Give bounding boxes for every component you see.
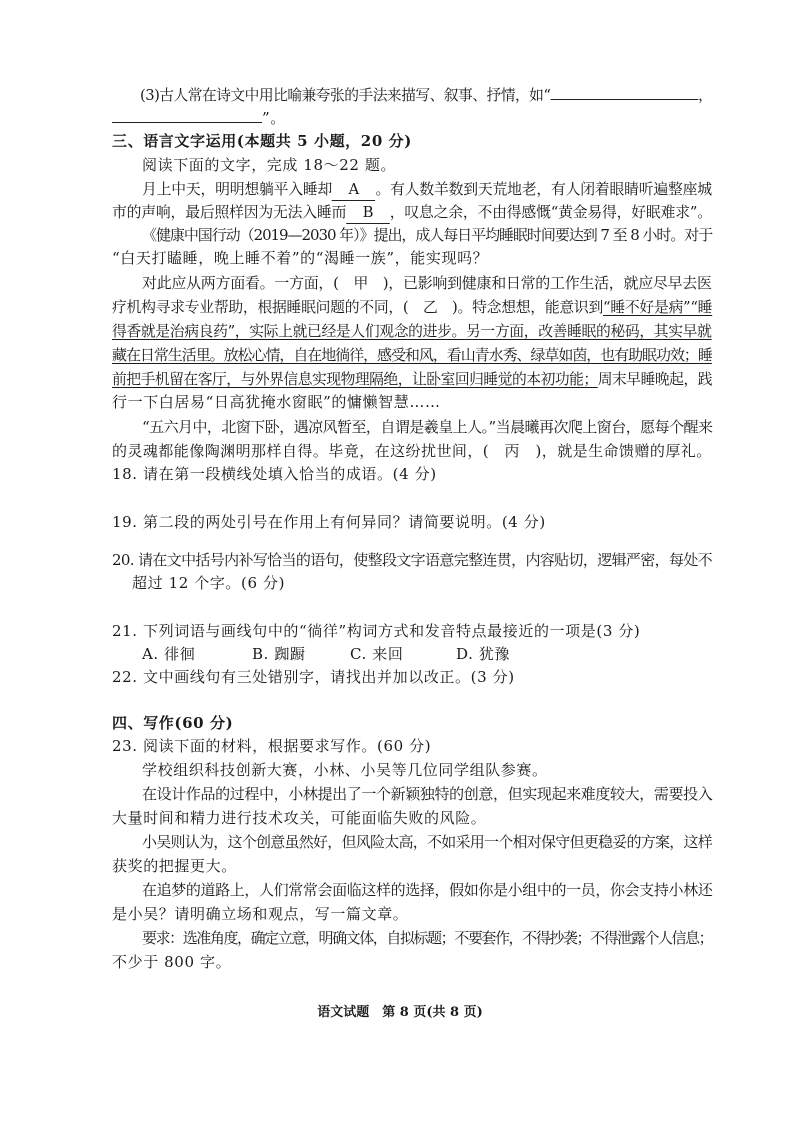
question-18: 18. 请在第一段横线处填入恰当的成语。(4 分)	[112, 465, 437, 483]
passage-p3-line6: 行一下白居易“日高犹掩水窗眠”的慵懒智慧……	[112, 393, 441, 411]
question-21-option-c: C. 来回	[350, 645, 404, 663]
blank-b: B	[346, 201, 389, 224]
passage-text: 市的声响，最后照样因为无法入睡而	[112, 203, 347, 221]
passage-text: 。有人数羊数到天荒地老，有人闭着眼睛听遍整座城	[375, 180, 712, 198]
material-line3: 大量时间和精力进行技术攻关，可能面临失败的风险。	[112, 809, 487, 827]
passage-text: ，叹息之余，不由得感慨“黄金易得，好眠难求”。	[389, 203, 712, 221]
underlined-sentence: 前把手机留在客厅，与外界信息实现物理隔绝，让卧室回归睡觉的本初功能；	[112, 370, 598, 388]
question-21-option-d: D. 犹豫	[456, 645, 511, 663]
passage-p1-line1	[142, 178, 712, 201]
question-21-option-a: A. 徘徊	[142, 645, 196, 663]
page-footer: 语文试题 第 8 页(共 8 页)	[317, 1005, 483, 1020]
question-19: 19. 第二段的两处引号在作用上有何异同？请简要说明。(4 分)	[112, 513, 546, 531]
item-3-line2	[112, 107, 286, 129]
question-21-option-b: B. 踟蹰	[252, 645, 306, 663]
material-line6: 在追梦的道路上，人们常常会面临这样的选择，假如你是小组中的一员，你会支持小林还	[142, 881, 713, 899]
item-3-text: (3)古人常在诗文中用比喻兼夸张的手法来描写、叙事、抒情，如“	[140, 86, 551, 104]
blank-a: A	[332, 178, 375, 201]
passage-p2-line2: “白天打瞌睡，晚上睡不着”的“渴睡一族”，能实现吗？	[112, 249, 489, 267]
answer-blank	[550, 84, 698, 100]
passage-p1-line2	[112, 201, 712, 224]
question-20-line2: 超过 12 个字。(6 分)	[132, 574, 286, 592]
underlined-sentence: “睡不好是病”“睡	[603, 298, 713, 316]
underlined-sentence: 得香就是治病良药”，实际上就已经是人们观念的进步。	[112, 322, 466, 340]
section-4-title: 四、写作(60 分)	[112, 714, 234, 732]
passage-p3-line4: 藏在日常生活里。放松心情，自在地徜徉，感受和风，看山青水秀、绿草如茵，也有助眠功效；睡	[112, 346, 712, 364]
material-line1: 学校组织科技创新大赛，小林、小吴等几位同学组队参赛。	[142, 761, 548, 779]
section-3-intro: 阅读下面的文字，完成 18～22 题。	[142, 156, 397, 174]
item-3-line1	[140, 84, 712, 106]
question-20-line1: 20. 请在文中括号内补写恰当的语句，使整段文字语意完整连贯，内容贴切，逻辑严密，每处不	[112, 551, 713, 569]
item-3-close-quote: ”。	[262, 109, 286, 127]
passage-text: 疗机构寻求专业帮助，根据睡眠问题的不同，( 乙 )。特念想想，能意识到	[112, 298, 604, 316]
requirements-line1: 要求：选准角度，确定立意，明确文体，自拟标题；不要套作，不得抄袭；不得泄露个人信息；	[142, 929, 713, 947]
passage-p2-line1: 《健康中国行动（2019—2030 年）》提出，成人每日平均睡眠时间要达到 7 至 8 小时。对于	[142, 226, 713, 244]
answer-blank	[112, 107, 262, 123]
question-21: 21. 下列词语与画线句中的“徜徉”构词方式和发音特点最接近的一项是(3 分)	[112, 622, 641, 640]
passage-p3-line2	[112, 296, 712, 318]
section-3-title: 三、语言文字运用(本题共 5 小题，20 分)	[112, 132, 412, 150]
passage-text: 月上中天，明明想躺平入睡却	[142, 180, 333, 198]
material-line5: 获奖的把握更大。	[112, 857, 237, 875]
passage-p3-line3	[112, 320, 712, 342]
passage-text: 周末早睡晚起，践	[597, 370, 713, 388]
question-23: 23. 阅读下面的材料，根据要求写作。(60 分)	[112, 737, 432, 755]
passage-p4-line2: 的灵魂都能像陶渊明那样自得。毕竟，在这纷扰世间，( 丙 )，就是生命馈赠的厚礼。	[112, 442, 712, 460]
underlined-sentence: 另一方面，改善睡眠的秘码，其实早就	[465, 322, 712, 340]
item-3-comma: ，	[698, 86, 713, 104]
material-line4: 小吴则认为，这个创意虽然好，但风险太高，不如采用一个相对保守但更稳妥的方案，这样	[142, 833, 713, 851]
material-line7: 是小吴？请明确立场和观点，写一篇文章。	[112, 905, 409, 923]
question-22: 22. 文中画线句有三处错别字，请找出并加以改正。(3 分)	[112, 668, 515, 686]
material-line2: 在设计作品的过程中，小林提出了一个新颖独特的创意，但实现起来难度较大，需要投入	[142, 785, 713, 803]
passage-p3-line5	[112, 368, 712, 390]
passage-p3-line1: 对此应从两方面看。一方面，( 甲 )，已影响到健康和日常的工作生活，就应尽早去医	[142, 274, 712, 292]
requirements-line2: 不少于 800 字。	[112, 953, 232, 971]
passage-p4-line1: “五六月中，北窗下卧，遇凉风暂至，自谓是羲皇上人。”当晨曦再次爬上窗台，愿每个醒来	[142, 418, 713, 436]
